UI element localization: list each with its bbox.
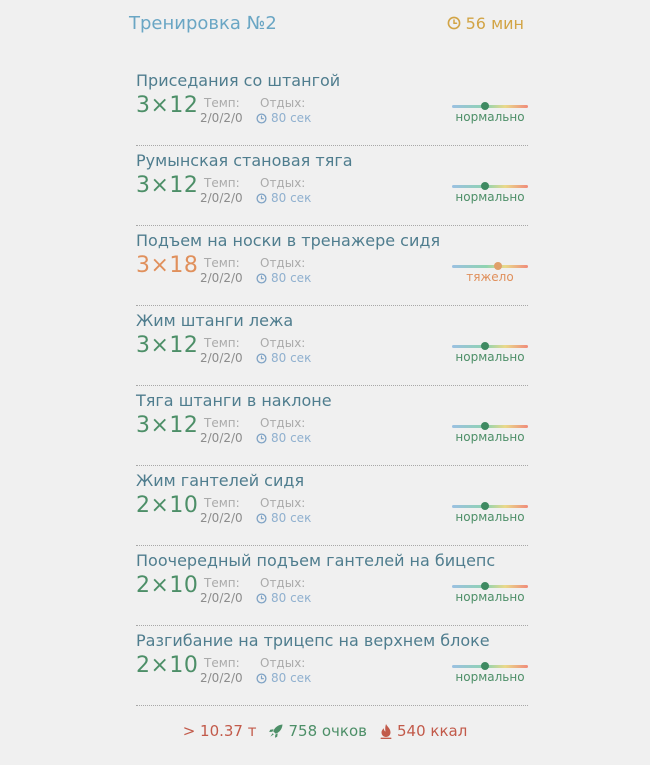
tempo-label: Темп: xyxy=(204,96,240,110)
rest-label: Отдых: xyxy=(260,256,306,270)
difficulty-label: нормально xyxy=(455,590,525,604)
exercise-sets: 3×12 xyxy=(136,333,199,358)
exercise-name: Румынская становая тяга xyxy=(136,151,353,170)
rest-value-text: 80 сек xyxy=(271,271,312,285)
rest-value xyxy=(256,511,311,525)
exercise-item[interactable] xyxy=(136,146,528,226)
flame-icon xyxy=(379,723,393,739)
rest-value-text: 80 сек xyxy=(271,191,312,205)
workout-title: Тренировка №2 xyxy=(129,12,277,34)
clock-icon xyxy=(256,593,267,604)
exercise-item[interactable] xyxy=(136,306,528,386)
clock-icon xyxy=(256,193,267,204)
tempo-value: 2/0/2/0 xyxy=(200,671,243,685)
difficulty-meter[interactable] xyxy=(452,665,528,668)
difficulty-knob[interactable] xyxy=(481,502,489,510)
rest-value xyxy=(256,351,311,365)
exercise-sets: 2×10 xyxy=(136,573,199,598)
clock-icon xyxy=(447,16,461,30)
difficulty-knob[interactable] xyxy=(481,582,489,590)
exercise-sets: 3×12 xyxy=(136,173,199,198)
difficulty-meter[interactable] xyxy=(452,425,528,428)
exercise-sets: 3×12 xyxy=(136,93,199,118)
exercise-sets: 3×18 xyxy=(136,253,199,278)
exercise-name: Разгибание на трицепс на верхнем блоке xyxy=(136,631,490,650)
rest-value xyxy=(256,271,311,285)
difficulty-label: нормально xyxy=(455,670,525,684)
exercise-name: Поочередный подъем гантелей на бицепс xyxy=(136,551,496,570)
exercise-item[interactable] xyxy=(136,466,528,546)
exercise-list xyxy=(136,66,528,706)
exercise-name: Подъем на носки в тренажере сидя xyxy=(136,231,441,250)
rest-value-text: 80 сек xyxy=(271,591,312,605)
rest-label: Отдых: xyxy=(260,336,306,350)
exercise-item[interactable] xyxy=(136,626,528,706)
rest-value-text: 80 сек xyxy=(271,111,312,125)
difficulty-knob[interactable] xyxy=(481,662,489,670)
workout-duration xyxy=(447,14,524,33)
difficulty-meter[interactable] xyxy=(452,505,528,508)
rocket-icon xyxy=(268,723,284,739)
duration-value: 56 мин xyxy=(465,13,524,33)
tempo-label: Темп: xyxy=(204,256,240,270)
exercise-name: Жим штанги лежа xyxy=(136,311,294,330)
rest-value xyxy=(256,591,311,605)
rest-value-text: 80 сек xyxy=(271,351,312,365)
difficulty-label: нормально xyxy=(455,510,525,524)
kcal-stat xyxy=(379,722,467,740)
tonnage-value: > 10.37 т xyxy=(182,722,257,740)
difficulty-label: тяжело xyxy=(466,270,514,284)
exercise-item[interactable] xyxy=(136,226,528,306)
clock-icon xyxy=(256,353,267,364)
points-stat xyxy=(268,722,367,740)
rest-value xyxy=(256,431,311,445)
clock-icon xyxy=(256,273,267,284)
rest-label: Отдых: xyxy=(260,176,306,190)
rest-label: Отдых: xyxy=(260,416,306,430)
rest-value-text: 80 сек xyxy=(271,431,312,445)
difficulty-meter[interactable] xyxy=(452,265,528,268)
rest-value-text: 80 сек xyxy=(271,511,312,525)
difficulty-label: нормально xyxy=(455,110,525,124)
difficulty-label: нормально xyxy=(455,350,525,364)
difficulty-label: нормально xyxy=(455,430,525,444)
clock-icon xyxy=(256,673,267,684)
workout-header xyxy=(129,10,524,36)
exercise-name: Приседания со штангой xyxy=(136,71,341,90)
exercise-name: Жим гантелей сидя xyxy=(136,471,305,490)
tempo-value: 2/0/2/0 xyxy=(200,591,243,605)
tempo-label: Темп: xyxy=(204,336,240,350)
difficulty-knob[interactable] xyxy=(494,262,502,270)
exercise-item[interactable] xyxy=(136,546,528,626)
exercise-item[interactable] xyxy=(136,386,528,466)
rest-label: Отдых: xyxy=(260,96,306,110)
points-value: 758 очков xyxy=(288,722,367,740)
difficulty-meter[interactable] xyxy=(452,585,528,588)
difficulty-knob[interactable] xyxy=(481,102,489,110)
rest-value xyxy=(256,191,311,205)
exercise-item[interactable] xyxy=(136,66,528,146)
tempo-label: Темп: xyxy=(204,656,240,670)
difficulty-meter[interactable] xyxy=(452,105,528,108)
tempo-label: Темп: xyxy=(204,176,240,190)
tempo-value: 2/0/2/0 xyxy=(200,191,243,205)
rest-value xyxy=(256,111,311,125)
difficulty-label: нормально xyxy=(455,190,525,204)
clock-icon xyxy=(256,113,267,124)
difficulty-knob[interactable] xyxy=(481,342,489,350)
exercise-sets: 3×12 xyxy=(136,413,199,438)
tempo-label: Темп: xyxy=(204,576,240,590)
rest-value-text: 80 сек xyxy=(271,671,312,685)
clock-icon xyxy=(256,433,267,444)
tempo-label: Темп: xyxy=(204,416,240,430)
tempo-value: 2/0/2/0 xyxy=(200,351,243,365)
rest-label: Отдых: xyxy=(260,656,306,670)
tempo-value: 2/0/2/0 xyxy=(200,511,243,525)
tempo-value: 2/0/2/0 xyxy=(200,111,243,125)
tonnage-stat xyxy=(183,722,257,740)
tempo-value: 2/0/2/0 xyxy=(200,271,243,285)
difficulty-knob[interactable] xyxy=(481,182,489,190)
exercise-sets: 2×10 xyxy=(136,653,199,678)
exercise-name: Тяга штанги в наклоне xyxy=(136,391,332,410)
difficulty-meter[interactable] xyxy=(452,185,528,188)
clock-icon xyxy=(256,513,267,524)
rest-value xyxy=(256,671,311,685)
difficulty-meter[interactable] xyxy=(452,345,528,348)
rest-label: Отдых: xyxy=(260,576,306,590)
exercise-sets: 2×10 xyxy=(136,493,199,518)
kcal-value: 540 ккал xyxy=(397,722,468,740)
difficulty-knob[interactable] xyxy=(481,422,489,430)
rest-label: Отдых: xyxy=(260,496,306,510)
workout-summary xyxy=(0,722,650,740)
tempo-label: Темп: xyxy=(204,496,240,510)
tempo-value: 2/0/2/0 xyxy=(200,431,243,445)
